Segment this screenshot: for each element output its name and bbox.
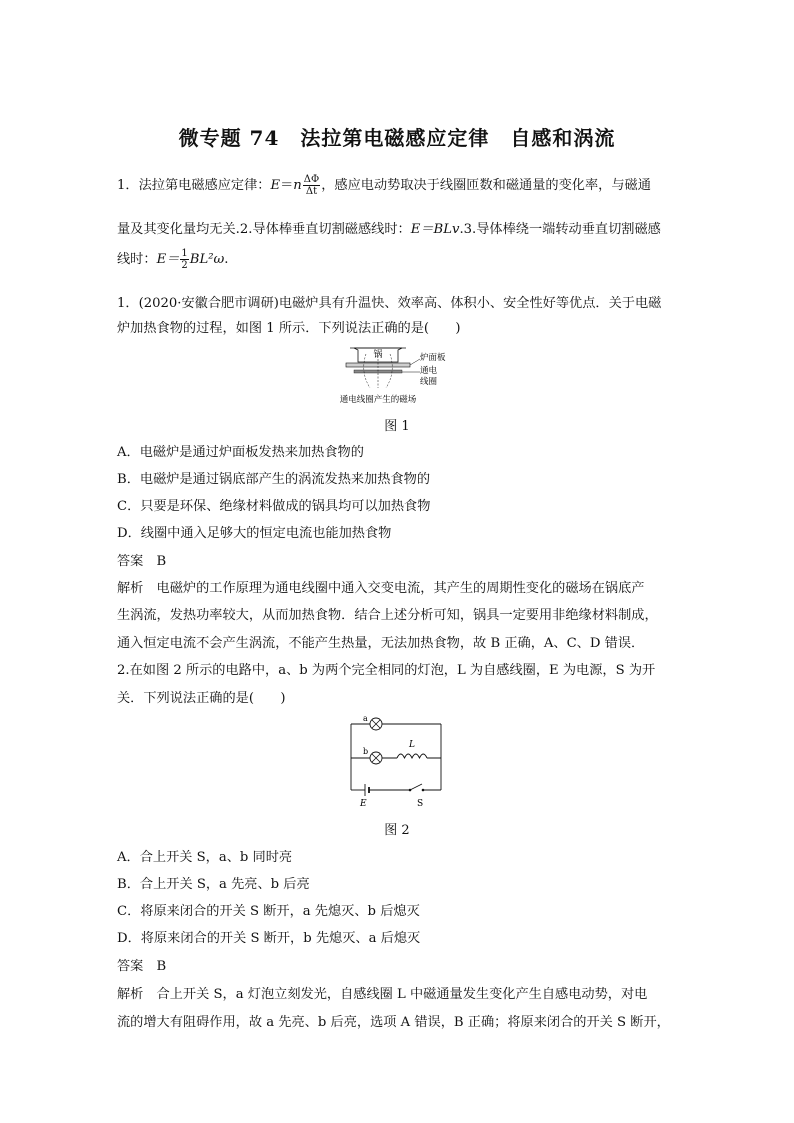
q1-option-a: A．电磁炉是通过炉面板发热来加热食物的: [117, 445, 364, 460]
fraction-numerator: ΔΦ: [303, 174, 320, 185]
half-denominator: 2: [181, 260, 188, 271]
q1-option-c: C．只要是环保、绝缘材料做成的锅具均可以加热食物: [117, 499, 431, 514]
formula-n: n: [293, 178, 302, 193]
q2-analysis-line-1: 解析 合上开关 S，a 灯泡立刻发光，自感线圈 L 中磁通量发生变化产生自感电动势，对电: [117, 987, 648, 1002]
intro-line-2: [117, 218, 679, 237]
figure-1-caption: 图 1: [384, 419, 410, 434]
intro-line-3-end: .: [224, 252, 229, 267]
intro-line-2a: 量及其变化量均无关.2.导体棒垂直切割磁感线时：: [117, 222, 411, 237]
q1-analysis-line-1: 解析 电磁炉的工作原理为通电线圈中通入交变电流，其产生的周期性变化的磁场在锅底产: [117, 581, 645, 596]
formula-blv: E＝BLv: [410, 222, 460, 237]
page-title: 微专题 74 法拉第电磁感应定律 自感和涡流: [178, 126, 616, 150]
q1-answer: 答案 B: [117, 554, 167, 569]
switch-s: [410, 784, 422, 790]
q1-option-b: B．电磁炉是通过锅底部产生的涡流发热来加热食物的: [117, 472, 431, 487]
label-battery-e: E: [360, 799, 367, 809]
q1-analysis-line-2: 生涡流，发热功率较大，从而加热食物．结合上述分析可知，锅具一定要用非绝缘材料制成，: [117, 608, 658, 623]
label-coil-1: 通电: [420, 366, 438, 376]
label-pot: 锅: [373, 350, 383, 360]
intro-prefix: 1．法拉第电磁感应定律：: [117, 178, 271, 193]
q2-analysis-line-2: 流的增大有阻碍作用，故 a 先亮、b 后亮，选项 A 错误，B 正确；将原来闭合的开关 S 断开，: [117, 1015, 670, 1030]
intro-line-2b: .3.导体棒绕一端转动垂直切割磁感: [459, 222, 661, 237]
q2-stem-line-1: 2.在如图 2 所示的电路中，a、b 为两个完全相同的灯泡，L 为自感线圈，E 为电源，S 为开: [117, 663, 656, 678]
formula-fraction: [303, 174, 320, 197]
label-lamp-b: b: [363, 747, 369, 756]
q2-option-d: D．将原来闭合的开关 S 断开，b 先熄灭、a 后熄灭: [117, 931, 421, 946]
intro-suffix: ，感应电动势取决于线圈匝数和磁通量的变化率，与磁通: [321, 178, 651, 193]
label-panel: 炉面板: [420, 353, 446, 363]
intro-line-3: [117, 248, 679, 271]
formula-e: E: [270, 178, 281, 193]
label-inductor-l: L: [409, 740, 415, 750]
figure-2-circuit: [343, 712, 447, 810]
label-field: 通电线圈产生的磁场: [340, 395, 417, 405]
panel-leader: [410, 359, 420, 365]
q2-answer: 答案 B: [117, 959, 167, 974]
formula-bl2w: BL²ω: [189, 252, 225, 267]
q2-option-b: B．合上开关 S，a 先亮、b 后亮: [117, 877, 310, 892]
label-coil-2: 线圈: [420, 377, 438, 387]
q1-stem-line-2: 炉加热食物的过程，如图 1 所示．下列说法正确的是( ): [117, 321, 461, 336]
figure-1-induction-cooker: [340, 342, 470, 406]
q2-option-a: A．合上开关 S，a、b 同时亮: [117, 850, 293, 865]
q2-option-c: C．将原来闭合的开关 S 断开，a 先熄灭、b 后熄灭: [117, 904, 420, 919]
fraction-denominator: Δt: [305, 186, 318, 197]
formula-eq: ＝: [280, 178, 294, 193]
label-switch-s: S: [417, 799, 424, 809]
q2-stem-line-2: 关．下列说法正确的是( ): [117, 691, 286, 706]
formula-e2: E＝: [156, 252, 180, 267]
q1-stem-line-1: 1．(2020·安徽合肥市调研)电磁炉具有升温快、效率高、体积小、安全性好等优点．关于电磁: [117, 296, 662, 311]
figure-2-caption: 图 2: [384, 823, 410, 838]
label-lamp-a: a: [363, 714, 368, 723]
q1-option-d: D．线圈中通入足够大的恒定电流也能加热食物: [117, 526, 392, 541]
intro-line-1: [117, 174, 679, 197]
formula-half: [180, 248, 188, 271]
half-numerator: 1: [181, 248, 188, 259]
q1-analysis-line-3: 通入恒定电流不会产生涡流，不能产生热量，无法加热食物，故 B 正确，A、C、D 错误．: [117, 636, 645, 651]
intro-line-3-prefix: 线时：: [117, 252, 157, 267]
